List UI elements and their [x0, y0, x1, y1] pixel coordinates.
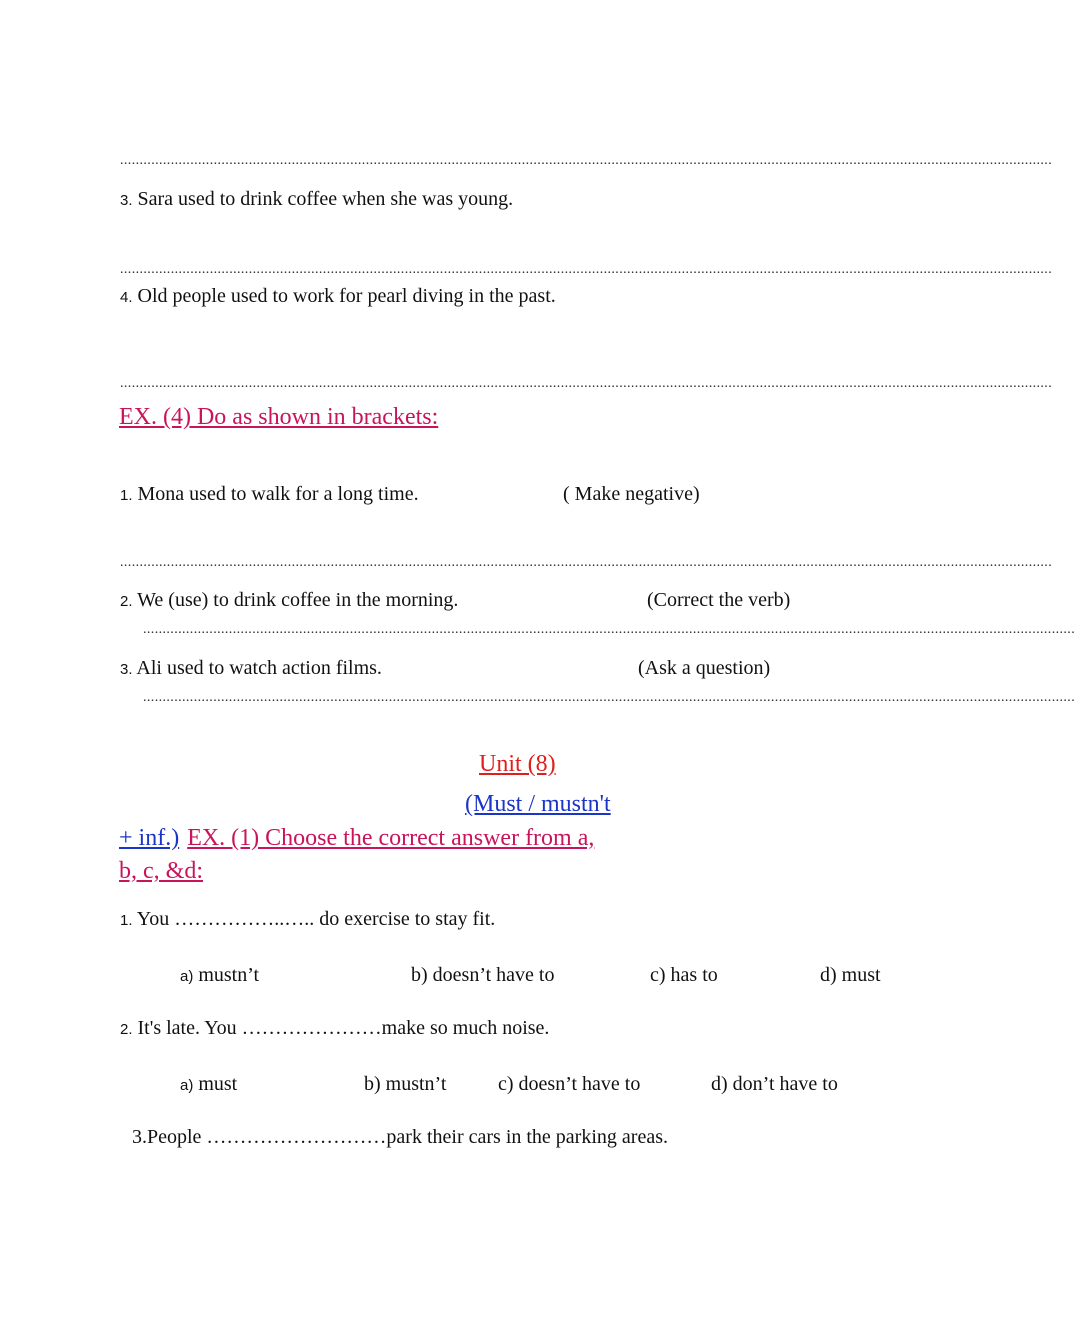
question	[120, 1017, 549, 1040]
question	[120, 908, 495, 931]
exercise-item	[120, 657, 382, 680]
exercise-item	[120, 589, 458, 612]
item-number: 1.	[120, 912, 133, 929]
grammar-topic: (Must / mustn't	[465, 791, 611, 817]
sentence-text: Old people used to work for pearl diving in the past.	[137, 285, 556, 307]
option[interactable]: b) mustn’t	[364, 1073, 447, 1095]
unit-title: Unit (8)	[479, 751, 556, 777]
instruction: ( Make negative)	[563, 483, 700, 505]
option[interactable]: c) doesn’t have to	[498, 1073, 641, 1095]
item-number: 1.	[120, 487, 133, 504]
answer-line[interactable]: ...............................................................................................................................................................................................................................................	[143, 690, 1075, 705]
question: 3.People ………………………park their cars in the parking areas.	[132, 1126, 668, 1148]
option-letter: a)	[180, 1077, 194, 1094]
question-text: You ……………..….. do exercise to stay fit.	[136, 908, 496, 930]
option-text: mustn’t	[193, 964, 260, 986]
item-number: 4.	[120, 289, 133, 306]
instruction: (Ask a question)	[638, 657, 771, 679]
item-number: 2.	[120, 1021, 133, 1038]
answer-line[interactable]: ...............................................................................................................................................................................................................................................	[120, 376, 1053, 391]
option[interactable]	[180, 964, 259, 987]
instruction: (Correct the verb)	[647, 589, 791, 611]
exercise-heading: EX. (1) Choose the correct answer from a,	[187, 825, 595, 851]
sentence-text: Sara used to drink coffee when she was young.	[137, 188, 514, 210]
option-letter: a)	[180, 968, 194, 985]
item-number: 2.	[120, 593, 133, 610]
exercise-heading: EX. (4) Do as shown in brackets:	[119, 404, 439, 430]
grammar-topic-cont: + inf.)	[119, 825, 180, 851]
option[interactable]: d) must	[820, 964, 881, 986]
exercise-heading-line	[119, 825, 594, 852]
exercise-heading-cont: b, c, &d:	[119, 858, 203, 884]
question-text: It's late. You …………………make so much noise.	[137, 1017, 550, 1039]
option[interactable]: b) doesn’t have to	[411, 964, 555, 986]
answer-line[interactable]: ...............................................................................................................................................................................................................................................	[120, 555, 1053, 570]
option[interactable]: c) has to	[650, 964, 718, 986]
sentence-item	[120, 188, 513, 211]
answer-line[interactable]: ...............................................................................................................................................................................................................................................	[143, 622, 1075, 637]
sentence-text: Ali used to watch action films.	[136, 657, 382, 679]
sentence-text: Mona used to walk for a long time.	[137, 483, 419, 505]
item-number: 3.	[120, 661, 133, 678]
option[interactable]	[180, 1073, 237, 1096]
option[interactable]: d) don’t have to	[711, 1073, 838, 1095]
exercise-item	[120, 483, 419, 506]
sentence-text: We (use) to drink coffee in the morning.	[137, 589, 459, 611]
answer-line[interactable]: ...............................................................................................................................................................................................................................................	[120, 153, 1053, 168]
answer-line[interactable]: ...............................................................................................................................................................................................................................................	[120, 262, 1053, 277]
sentence-item	[120, 285, 556, 308]
item-number: 3.	[120, 192, 133, 209]
option-text: must	[193, 1073, 238, 1095]
